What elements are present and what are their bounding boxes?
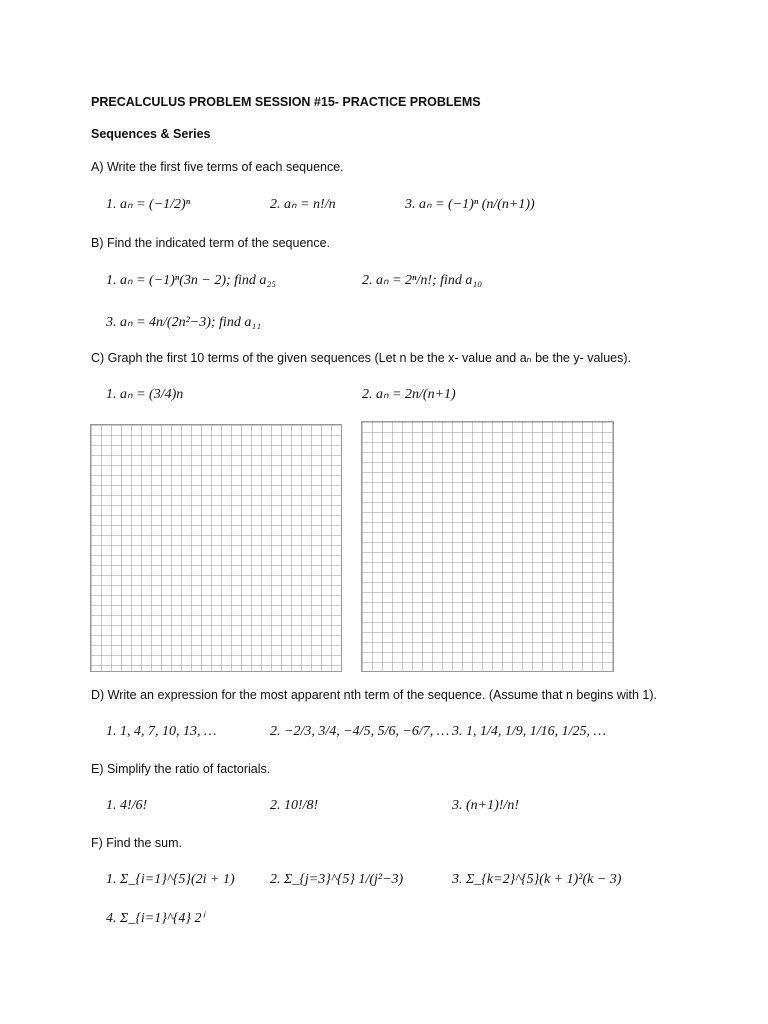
page-title: PRECALCULUS PROBLEM SESSION #15- PRACTICE PROBLEMS [91, 95, 481, 109]
problem-f1: 1. Σ_{i=1}^{5}(2i + 1) [106, 872, 235, 887]
problem-a3: 3. aₙ = (−1)ⁿ (n/(n+1)) [405, 197, 535, 212]
page-subtitle: Sequences & Series [91, 127, 211, 141]
problem-b1: 1. aₙ = (−1)ⁿ(3n − 2); find a₂₅ [106, 273, 277, 288]
problem-f3: 3. Σ_{k=2}^{5}(k + 1)²(k − 3) [452, 872, 622, 887]
problem-e3: 3. (n+1)!/n! [452, 798, 519, 813]
section-f-heading: F) Find the sum. [91, 836, 182, 850]
section-d-heading: D) Write an expression for the most apparent nth term of the sequence. (Assume that n begins with 1). [91, 688, 658, 702]
problem-e1: 1. 4!/6! [106, 798, 148, 813]
graph-grid-2 [361, 421, 614, 672]
problem-c2: 2. aₙ = 2n/(n+1) [362, 387, 456, 402]
section-a-heading: A) Write the first five terms of each sequence. [91, 160, 344, 174]
section-b-heading: B) Find the indicated term of the sequence. [91, 236, 331, 250]
problem-f2: 2. Σ_{j=3}^{5} 1/(j²−3) [270, 872, 404, 887]
section-e-heading: E) Simplify the ratio of factorials. [91, 762, 271, 776]
problem-e2: 2. 10!/8! [270, 798, 319, 813]
problem-b2: 2. aₙ = 2ⁿ/n!; find a₁₀ [362, 273, 483, 288]
problem-d1: 1. 1, 4, 7, 10, 13, … [106, 724, 217, 739]
problem-b3: 3. aₙ = 4n/(2n²−3); find a₁₁ [106, 315, 262, 330]
problem-a2: 2. aₙ = n!/n [270, 197, 336, 212]
problem-a1: 1. aₙ = (−1/2)ⁿ [106, 197, 191, 212]
problem-c1: 1. aₙ = (3/4)n [106, 387, 184, 402]
problem-f4: 4. Σ_{i=1}^{4} 2ⁱ [106, 911, 204, 926]
section-c-heading: C) Graph the first 10 terms of the given sequences (Let n be the x- value and aₙ be the y- values). [91, 351, 631, 365]
graph-grid-1 [90, 424, 342, 672]
problem-d3: 3. 1, 1/4, 1/9, 1/16, 1/25, … [452, 724, 607, 739]
problem-d2: 2. −2/3, 3/4, −4/5, 5/6, −6/7, … [270, 724, 450, 739]
